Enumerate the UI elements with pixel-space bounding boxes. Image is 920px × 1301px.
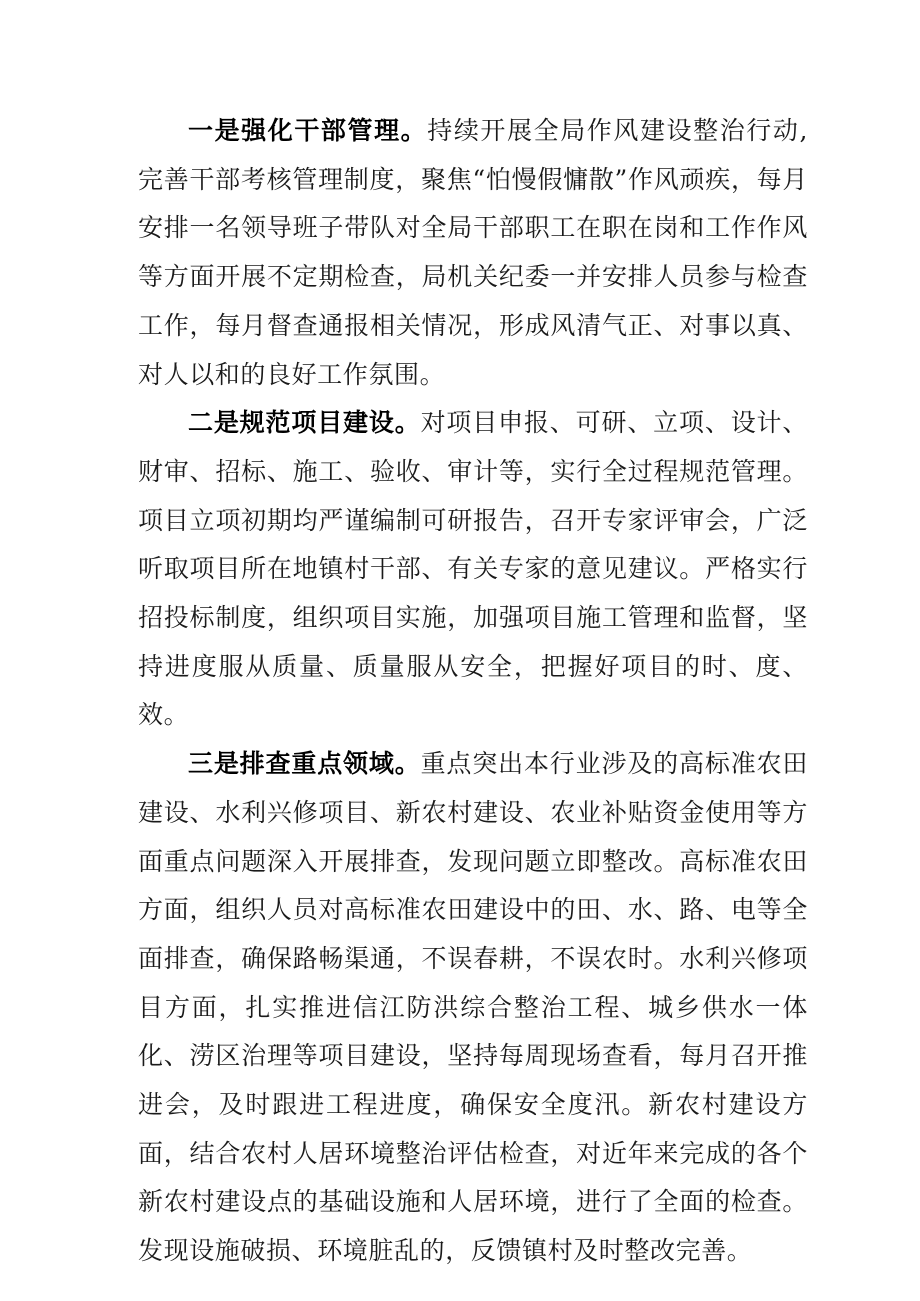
paragraph-text: 持续开展全局作风建设整治行动,完善干部考核管理制度，聚焦“怕慢假慵散”作风顽疾，每月安排一名领导班子带队对全局干部职工在职在岗和工作作风等方面开展不定期检查，局机关纪委一并安排人员参与检查工作，每月督查通报相关情况，形成风清气正、对事以真、对人以和的良好工作氛围。 xyxy=(138,116,808,389)
paragraph-key-areas xyxy=(138,740,808,1276)
document-body xyxy=(138,107,808,1276)
paragraph-heading: 三是排查重点领域。 xyxy=(188,749,421,779)
paragraph-heading: 一是强化干部管理。 xyxy=(188,116,428,145)
paragraph-cadre-management xyxy=(138,107,808,399)
paragraph-text: 对项目申报、可研、立项、设计、财审、招标、施工、验收、审计等，实行全过程规范管理。项目立项初期均严谨编制可研报告，召开专家评审会，广泛听取项目所在地镇村干部、有关专家的意见建议。严格实行招投标制度，组织项目实施，加强项目施工管理和监督，坚持进度服从质量、质量服从安全，把握好项目的时、度、效。 xyxy=(138,408,808,730)
paragraph-text: 重点突出本行业涉及的高标准农田建设、水利兴修项目、新农村建设、农业补贴资金使用等方面重点问题深入开展排查，发现问题立即整改。高标准农田方面，组织人员对高标准农田建设中的田、水、路、电等全面排查，确保路畅渠通，不误春耕，不误农时。水利兴修项目方面，扎实推进信江防洪综合整治工程、城乡供水一体化、涝区治理等项目建设，坚持每周现场查看，每月召开推进会，及时跟进工程进度，确保安全度汛。新农村建设方面，结合农村人居环境整治评估检查，对近年来完成的各个新农村建设点的基础设施和人居环境，进行了全面的检查。发现设施破损、环境脏乱的，反馈镇村及时整改完善。 xyxy=(138,749,808,1266)
paragraph-heading: 二是规范项目建设。 xyxy=(188,408,421,438)
paragraph-project-construction xyxy=(138,399,808,740)
